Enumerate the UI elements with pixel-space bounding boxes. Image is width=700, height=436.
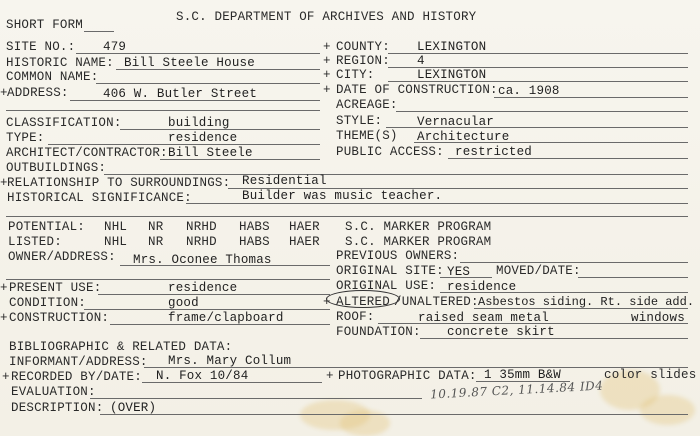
recorded-by-label: RECORDED BY/DATE: bbox=[11, 370, 142, 384]
region-value: 4 bbox=[417, 54, 425, 68]
short-form-label: SHORT FORM bbox=[6, 18, 84, 32]
informant-value: Mrs. Mary Collum bbox=[168, 354, 292, 368]
address-label: ADDRESS: bbox=[7, 86, 69, 100]
classification-value: building bbox=[168, 116, 230, 130]
description-label: DESCRIPTION: bbox=[11, 401, 104, 415]
listed-option-nhl[interactable]: NHL bbox=[104, 235, 128, 249]
listed-label: LISTED: bbox=[8, 235, 62, 249]
potential-label: POTENTIAL: bbox=[8, 220, 86, 234]
city-label: CITY: bbox=[336, 68, 375, 82]
unaltered-label: /UNALTERED: bbox=[394, 295, 479, 309]
description-value: (OVER) bbox=[110, 401, 157, 415]
public-access-value: restricted bbox=[455, 145, 533, 159]
region-label: REGION: bbox=[336, 54, 390, 68]
owner-address-label: OWNER/ADDRESS: bbox=[8, 250, 116, 264]
plus-mark: + bbox=[0, 281, 8, 295]
address-value: 406 W. Butler Street bbox=[103, 87, 258, 101]
listed-option-marker[interactable]: S.C. MARKER PROGRAM bbox=[345, 235, 492, 249]
acreage-label: ACREAGE: bbox=[336, 98, 398, 112]
county-label: COUNTY: bbox=[336, 40, 390, 54]
construction-value: frame/clapboard bbox=[168, 311, 284, 325]
owner-address-value: Mrs. Oconee Thomas bbox=[133, 253, 272, 267]
plus-mark: + bbox=[0, 176, 8, 190]
plus-mark: + bbox=[323, 40, 331, 54]
public-access-label: PUBLIC ACCESS: bbox=[336, 145, 444, 159]
recorded-by-value: N. Fox 10/84 bbox=[156, 369, 249, 383]
bibliographic-label: BIBLIOGRAPHIC & RELATED DATA: bbox=[9, 340, 233, 354]
historic-name-value: Bill Steele House bbox=[124, 56, 255, 70]
listed-option-habs[interactable]: HABS bbox=[239, 235, 270, 249]
plus-mark: + bbox=[0, 86, 8, 100]
listed-option-nr[interactable]: NR bbox=[148, 235, 164, 249]
condition-value: good bbox=[168, 296, 199, 310]
relationship-label: RELATIONSHIP TO SURROUNDINGS: bbox=[7, 176, 231, 190]
date-of-construction-value: ca. 1908 bbox=[498, 84, 560, 98]
original-use-label: ORIGINAL USE: bbox=[336, 279, 437, 293]
plus-mark: + bbox=[323, 295, 331, 309]
potential-option-marker[interactable]: S.C. MARKER PROGRAM bbox=[345, 220, 492, 234]
potential-option-habs[interactable]: HABS bbox=[239, 220, 270, 234]
listed-option-nrhd[interactable]: NRHD bbox=[186, 235, 217, 249]
date-of-construction-label: DATE OF CONSTRUCTION: bbox=[336, 83, 498, 97]
original-site-value: YES bbox=[447, 265, 471, 279]
architect-label: ARCHITECT/CONTRACTOR: bbox=[6, 146, 168, 160]
photographic-data-label: PHOTOGRAPHIC DATA: bbox=[338, 369, 477, 383]
construction-label: CONSTRUCTION: bbox=[9, 311, 110, 325]
roof-value: raised seam metal bbox=[418, 311, 549, 325]
plus-mark: + bbox=[323, 83, 331, 97]
original-use-value: residence bbox=[447, 280, 517, 294]
plus-mark: + bbox=[2, 370, 10, 384]
plus-mark: + bbox=[0, 311, 8, 325]
type-value: residence bbox=[168, 131, 238, 145]
relationship-value: Residential bbox=[242, 174, 327, 188]
city-value: LEXINGTON bbox=[417, 68, 487, 82]
potential-option-nrhd[interactable]: NRHD bbox=[186, 220, 217, 234]
historic-name-label: HISTORIC NAME: bbox=[6, 56, 114, 70]
altered-value-continued: windows bbox=[631, 311, 685, 325]
handwritten-note: 10.19.87 C2, 11.14.84 ID4 bbox=[429, 378, 604, 402]
county-value: LEXINGTON bbox=[417, 40, 487, 54]
color-slides-label: color slides bbox=[604, 368, 697, 382]
condition-label: CONDITION: bbox=[9, 296, 87, 310]
site-no-value: 479 bbox=[103, 40, 127, 54]
paper-stain bbox=[640, 395, 695, 425]
present-use-label: PRESENT USE: bbox=[9, 281, 102, 295]
plus-mark: + bbox=[326, 369, 334, 383]
foundation-value: concrete skirt bbox=[447, 325, 555, 339]
previous-owners-label: PREVIOUS OWNERS: bbox=[336, 249, 460, 263]
outbuildings-label: OUTBUILDINGS: bbox=[6, 161, 107, 175]
moved-date-label: MOVED/DATE: bbox=[496, 264, 581, 278]
roof-label: ROOF: bbox=[336, 310, 375, 324]
altered-label: ALTERED bbox=[336, 295, 390, 309]
architect-value: Bill Steele bbox=[168, 146, 253, 160]
historical-significance-label: HISTORICAL SIGNIFICANCE: bbox=[7, 191, 192, 205]
classification-label: CLASSIFICATION: bbox=[6, 116, 122, 130]
foundation-label: FOUNDATION: bbox=[336, 325, 421, 339]
style-label: STYLE: bbox=[336, 114, 383, 128]
plus-mark: + bbox=[323, 68, 331, 82]
informant-label: INFORMANT/ADDRESS: bbox=[9, 355, 148, 369]
potential-option-haer[interactable]: HAER bbox=[289, 220, 320, 234]
potential-option-nhl[interactable]: NHL bbox=[104, 220, 128, 234]
potential-option-nr[interactable]: NR bbox=[148, 220, 164, 234]
themes-value: Architecture bbox=[417, 130, 510, 144]
original-site-label: ORIGINAL SITE: bbox=[336, 264, 444, 278]
style-value: Vernacular bbox=[417, 115, 495, 129]
type-label: TYPE: bbox=[6, 131, 45, 145]
agency-title: S.C. DEPARTMENT OF ARCHIVES AND HISTORY bbox=[176, 10, 477, 24]
present-use-value: residence bbox=[168, 281, 238, 295]
plus-mark: + bbox=[323, 54, 331, 68]
altered-circle-mark bbox=[326, 290, 400, 308]
altered-value: Asbestos siding. Rt. side add. bbox=[478, 295, 695, 309]
photographic-data-value: 1 35mm B&W bbox=[484, 368, 562, 382]
common-name-label: COMMON NAME: bbox=[6, 70, 99, 84]
historical-significance-value: Builder was music teacher. bbox=[242, 189, 443, 203]
themes-label: THEME(S) bbox=[336, 129, 398, 143]
listed-option-haer[interactable]: HAER bbox=[289, 235, 320, 249]
site-no-label: SITE NO.: bbox=[6, 40, 76, 54]
evaluation-label: EVALUATION: bbox=[11, 385, 96, 399]
